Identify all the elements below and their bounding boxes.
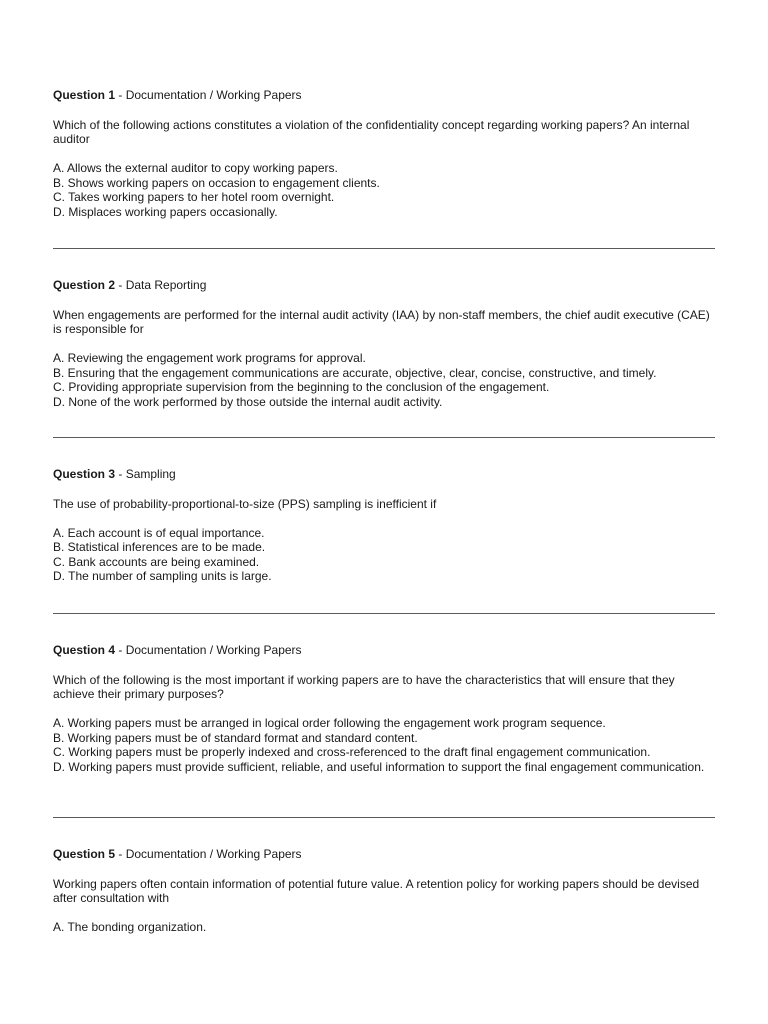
answer-options	[53, 716, 715, 774]
question-heading	[53, 847, 715, 862]
answer-options	[53, 351, 715, 409]
answer-option-b: B. Statistical inferences are to be made.	[53, 540, 266, 554]
answer-option-d: D. None of the work performed by those outside the internal audit activity.	[53, 394, 443, 409]
question-category: Documentation / Working Papers	[125, 643, 302, 657]
section-divider	[53, 817, 715, 818]
answer-options	[53, 161, 715, 219]
answer-option-b: B. Shows working papers on occasion to engagement clients.	[53, 175, 380, 190]
question-category: Documentation / Working Papers	[125, 847, 302, 861]
answer-option-a: A. Working papers must be arranged in logical order following the engagement work program sequence.	[53, 716, 606, 730]
question-text: Working papers often contain information of potential future value. A retention policy for working papers should be devised after consultation with	[53, 876, 700, 905]
answer-options	[53, 526, 715, 584]
question-number: Question 1	[53, 88, 116, 102]
question-category: Data Reporting	[125, 278, 207, 292]
section-divider	[53, 437, 715, 438]
answer-option-a: A. Reviewing the engagement work programs for approval.	[53, 351, 366, 365]
answer-option-a: A. The bonding organization.	[53, 920, 207, 934]
answer-option-c: C. Working papers must be properly indexed and cross-referenced to the draft final engagement communication.	[53, 745, 651, 759]
answer-option-b: B. Ensuring that the engagement communications are accurate, objective, clear, concise, constructive, and timely.	[53, 365, 657, 380]
question-number: Question 3	[53, 467, 116, 481]
heading-separator: -	[115, 467, 126, 481]
question-4	[53, 643, 715, 774]
question-text: The use of probability-proportional-to-size (PPS) sampling is inefficient if	[53, 496, 437, 511]
question-number: Question 2	[53, 278, 116, 292]
question-heading	[53, 467, 715, 482]
heading-separator: -	[115, 847, 126, 861]
section-divider	[53, 613, 715, 614]
answer-option-a: A. Each account is of equal importance.	[53, 525, 265, 540]
question-heading	[53, 643, 715, 658]
answer-option-c: C. Takes working papers to her hotel room overnight.	[53, 190, 335, 204]
heading-separator: -	[115, 278, 126, 292]
question-text: Which of the following actions constitutes a violation of the confidentiality concept regarding working papers? An internal auditor	[53, 117, 690, 146]
question-text: When engagements are performed for the internal audit activity (IAA) by non-staff members, the chief audit executive (CAE) is responsible for	[53, 307, 710, 336]
heading-separator: -	[115, 643, 126, 657]
answer-option-d: D. Working papers must provide sufficient, reliable, and useful information to support the final engagement communication.	[53, 759, 705, 774]
heading-separator: -	[115, 88, 126, 102]
question-1	[53, 88, 715, 219]
question-category: Sampling	[125, 467, 176, 481]
answer-option-d: D. Misplaces working papers occasionally.	[53, 204, 278, 219]
answer-option-a: A. Allows the external auditor to copy working papers.	[53, 161, 338, 175]
answer-option-b: B. Working papers must be of standard format and standard content.	[53, 730, 418, 745]
section-divider	[53, 248, 715, 249]
answer-options	[53, 920, 715, 935]
question-number: Question 4	[53, 643, 116, 657]
question-heading	[53, 88, 715, 103]
answer-option-c: C. Providing appropriate supervision from the beginning to the conclusion of the engagement.	[53, 380, 550, 394]
question-2	[53, 278, 715, 409]
question-text: Which of the following is the most important if working papers are to have the characteristics that will ensure that they achieve their primary purposes?	[53, 672, 675, 701]
question-number: Question 5	[53, 847, 116, 861]
answer-option-c: C. Bank accounts are being examined.	[53, 554, 260, 569]
answer-option-d: D. The number of sampling units is large.	[53, 569, 272, 583]
question-heading	[53, 278, 715, 293]
question-5	[53, 847, 715, 935]
question-3	[53, 467, 715, 584]
question-category: Documentation / Working Papers	[125, 88, 302, 102]
